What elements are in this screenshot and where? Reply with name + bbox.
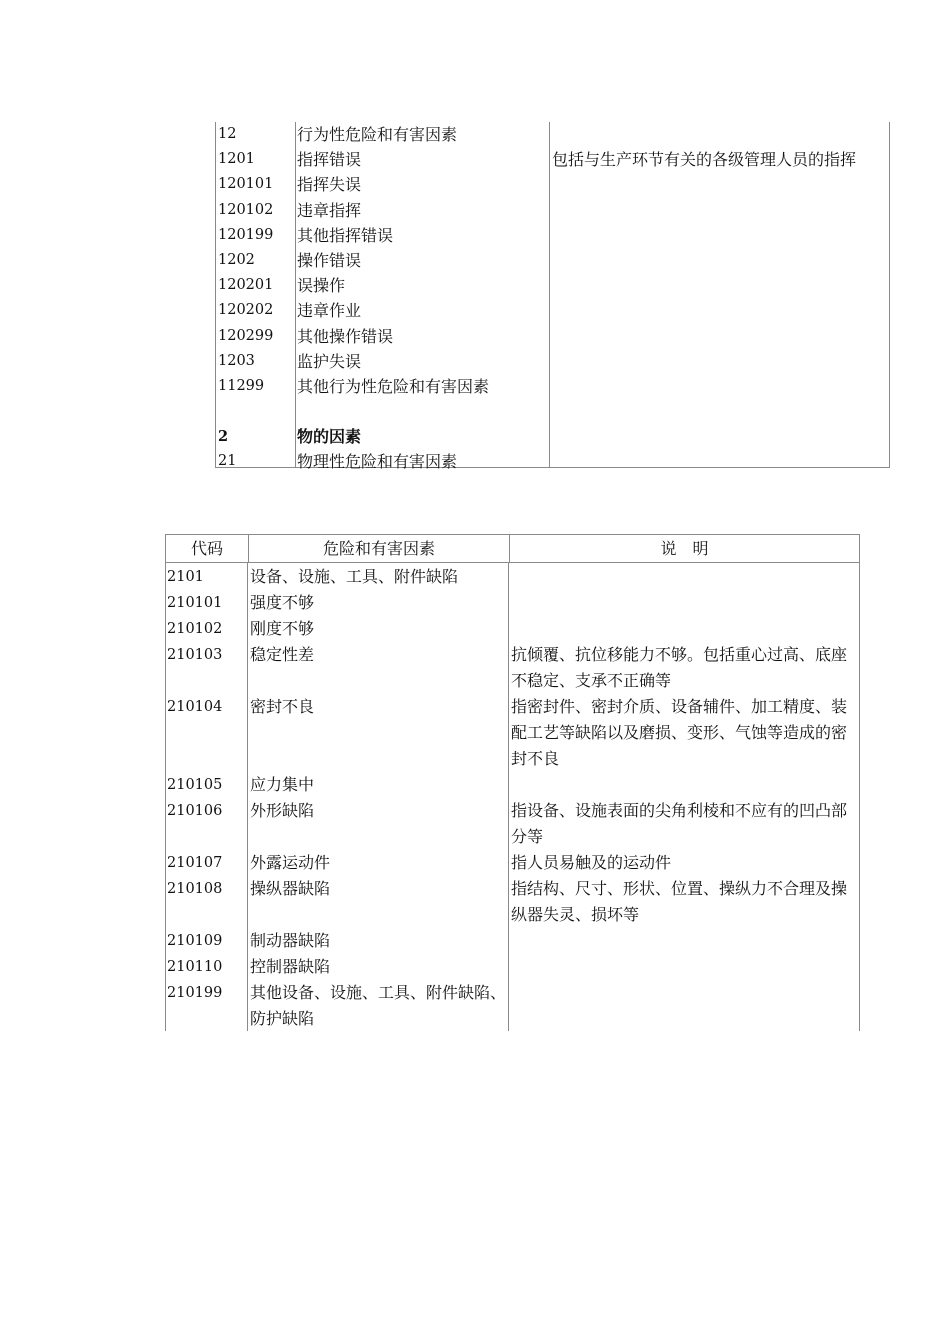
table-row (215, 223, 550, 248)
row-factor: 违章作业 (297, 301, 362, 321)
row-factor: 其他行为性危险和有害因素 (297, 376, 490, 396)
row-factor: 稳定性差 (250, 645, 315, 664)
row-factor: 操纵器缺陷 (250, 879, 331, 898)
table-row (215, 324, 550, 349)
table-row (165, 564, 860, 590)
row-factor: 其他设备、设施、工具、附件缺陷、防护缺陷 (250, 983, 507, 1028)
row-factor: 物的因素 (297, 427, 362, 447)
row-factor: 外露运动件 (250, 853, 331, 872)
table-row (165, 928, 860, 954)
row-factor: 违章指挥 (297, 200, 362, 220)
row-description: 抗倾覆、抗位移能力不够。包括重心过高、底座不稳定、支承不正确等 (511, 645, 848, 690)
table-row (165, 980, 860, 1032)
table-row (215, 273, 550, 298)
table-row (165, 850, 860, 876)
table-row (215, 198, 550, 223)
table-row (165, 642, 860, 694)
table-row (215, 122, 550, 147)
table2-rows (165, 564, 860, 1032)
row-factor: 外形缺陷 (250, 801, 315, 820)
row-code: 1201 (218, 151, 255, 168)
header-description: 说 明 (660, 539, 709, 558)
table-row (215, 248, 550, 273)
row-code: 210103 (167, 647, 223, 663)
table-row (165, 616, 860, 642)
table-row (165, 954, 860, 980)
behavior-factors-table (215, 122, 890, 472)
row-factor: 刚度不够 (250, 619, 315, 638)
row-factor: 指挥错误 (297, 150, 362, 170)
row-code: 210199 (167, 985, 223, 1001)
row-code: 120101 (218, 176, 274, 193)
row-description: 指结构、尺寸、形状、位置、操纵力不合理及操纵器失灵、损坏等 (511, 879, 848, 924)
row-code: 210108 (167, 881, 223, 897)
row-factor: 指挥失误 (297, 175, 362, 195)
table-row (215, 298, 550, 323)
row-factor: 监护失误 (297, 351, 362, 371)
header-code: 代码 (190, 539, 223, 558)
row-code: 2101 (167, 569, 204, 585)
row-description: 指密封件、密封介质、设备辅件、加工精度、装配工艺等缺陷以及磨损、变形、气蚀等造成的密封不良 (511, 697, 848, 768)
row-code: 210104 (167, 699, 223, 715)
row-description: 包括与生产环节有关的各级管理人员的指挥 (552, 150, 857, 169)
row-spacer (215, 399, 550, 424)
row-factor: 应力集中 (250, 775, 315, 794)
row-factor: 强度不够 (250, 593, 315, 612)
row-code: 12 (218, 126, 237, 142)
row-code: 120201 (218, 277, 274, 294)
table-row (215, 349, 550, 374)
row-factor: 控制器缺陷 (250, 957, 331, 976)
header-factor: 危险和有害因素 (322, 539, 435, 558)
row-code: 210106 (167, 803, 223, 819)
table-row (215, 449, 550, 474)
table-row (165, 876, 860, 928)
row-factor: 制动器缺陷 (250, 931, 331, 950)
row-code: 21 (218, 453, 237, 470)
table1-rows (215, 122, 550, 475)
row-code: 210102 (167, 621, 223, 637)
row-code: 210107 (167, 855, 223, 871)
row-code: 2 (218, 428, 229, 446)
table-row (215, 424, 550, 449)
table-row (215, 147, 550, 172)
table-header (165, 534, 860, 563)
row-description: 指人员易触及的运动件 (511, 853, 672, 872)
row-factor: 行为性危险和有害因素 (297, 125, 458, 144)
row-code: 120102 (218, 201, 274, 218)
table-row (165, 590, 860, 616)
row-code: 1203 (218, 352, 255, 369)
row-code: 210109 (167, 933, 223, 949)
row-code: 120202 (218, 302, 274, 319)
row-code: 11299 (218, 377, 265, 394)
table-row (215, 374, 550, 399)
row-code: 210105 (167, 777, 223, 793)
row-code: 210101 (167, 595, 223, 611)
row-code: 1202 (218, 251, 255, 268)
row-factor: 其他指挥错误 (297, 225, 394, 245)
row-factor: 设备、设施、工具、附件缺陷 (250, 567, 459, 586)
row-code: 210110 (167, 959, 223, 975)
equipment-defects-table (165, 534, 860, 1031)
table-row (165, 772, 860, 798)
row-factor: 误操作 (297, 276, 346, 296)
row-factor: 密封不良 (250, 697, 315, 716)
row-code: 120299 (218, 327, 274, 344)
table-row (165, 798, 860, 850)
row-code: 120199 (218, 226, 274, 243)
row-factor: 其他操作错误 (297, 326, 394, 346)
row-factor: 物理性危险和有害因素 (297, 452, 458, 472)
row-factor: 操作错误 (297, 250, 362, 270)
table-row (215, 172, 550, 197)
table-row (165, 694, 860, 772)
row-description: 指设备、设施表面的尖角利棱和不应有的凹凸部分等 (511, 801, 848, 846)
